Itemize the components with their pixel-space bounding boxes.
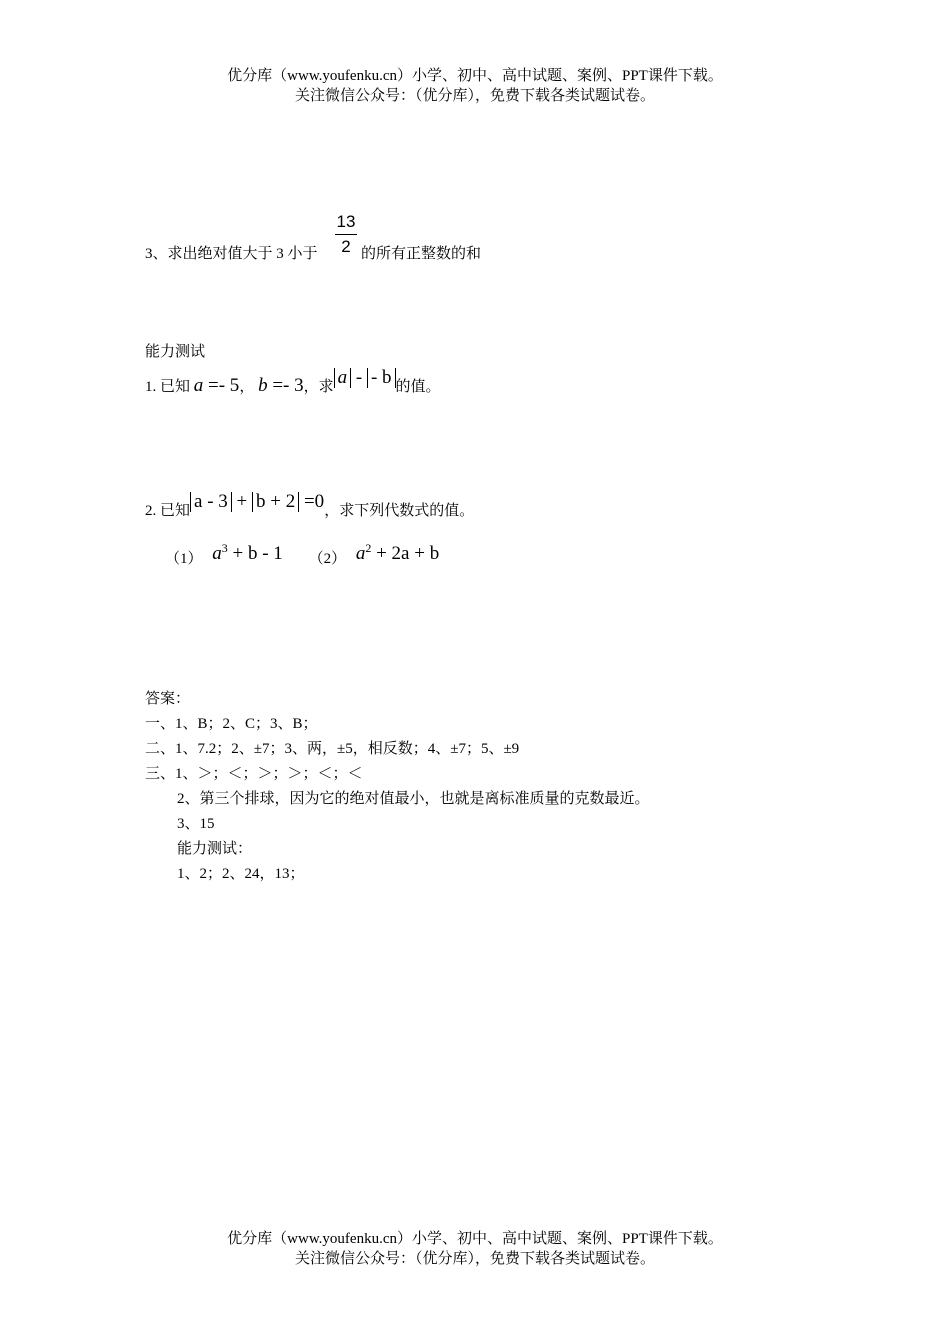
page-footer <box>0 1229 950 1269</box>
answers-line-6: 能力测试： <box>177 841 253 857</box>
question-3-prefix: 3、求出绝对值大于 3 小于 <box>145 246 318 262</box>
question-3-suffix-line <box>361 244 481 264</box>
answers-line-7: 1、2；2、24，13； <box>177 866 305 882</box>
aq1-expression <box>334 367 396 388</box>
question-3-suffix: 的所有正整数的和 <box>361 246 482 262</box>
aq1-var-a: a <box>193 375 204 396</box>
header-line-2: 关注微信公众号：（优分库），免费下载各类试题试卷。 <box>294 88 655 104</box>
aq2-part1-expression <box>212 543 283 564</box>
aq1-suffix: 的值。 <box>395 379 441 395</box>
aq2-part2-base: a <box>355 543 366 564</box>
aq2-part2-expression <box>356 543 439 564</box>
answers-title: 答案： <box>145 691 191 707</box>
answers-line-4: 2、第三个排球，因为它的绝对值最小，也就是离标准质量的克数最近。 <box>177 791 650 807</box>
fraction-denominator: 2 <box>341 237 351 256</box>
aq2-suffix: ，求下列代数式的值。 <box>324 503 475 519</box>
aq1-abs-minus-b <box>367 368 396 388</box>
fraction-numerator: 13 <box>336 212 356 231</box>
aq2-abs-1 <box>190 492 232 512</box>
aq1-minus: - <box>351 367 367 388</box>
aq1-comma: ， <box>239 379 255 395</box>
footer-line-1: 优分库（www.youfenku.cn）小学、初中、高中试题、案例、PPT课件下载。 <box>227 1231 723 1247</box>
ability-question-1 <box>145 367 441 400</box>
answers-line-1: 一、1、B；2、C；3、B； <box>145 716 318 732</box>
aq2-abs-1-text: a - 3 <box>194 491 228 512</box>
aq1-a-value: =- 5 <box>203 375 240 396</box>
aq1-abs-a: a <box>334 368 352 388</box>
aq1-var-b: b <box>258 375 268 396</box>
aq2-part2-label: （2） <box>308 551 347 567</box>
answers-line-5: 3、15 <box>177 816 215 832</box>
footer-line-2: 关注微信公众号：（优分库），免费下载各类试题试卷。 <box>294 1251 655 1267</box>
page-header <box>0 66 950 106</box>
fraction-bar <box>335 234 357 235</box>
aq2-part1-rest: + b - 1 <box>227 543 283 564</box>
answers-line-2: 二、1、7.2；2、±7；3、两，±5，相反数；4、±7；5、±9 <box>145 741 520 757</box>
question-3 <box>145 244 318 264</box>
aq2-abs-2-text: b + 2 <box>256 491 296 512</box>
aq1-prefix: 1. 已知 <box>145 379 191 395</box>
ability-question-2 <box>145 491 475 524</box>
ability-question-2-parts <box>165 541 440 572</box>
aq2-abs-2 <box>252 492 299 512</box>
aq1-abs-minus-b-text: - b <box>370 367 392 388</box>
header-line-1: 优分库（www.youfenku.cn）小学、初中、高中试题、案例、PPT课件下载。 <box>227 68 723 84</box>
aq2-equation <box>190 491 324 512</box>
aq2-equals-zero: =0 <box>299 491 325 512</box>
aq2-part1-label: （1） <box>165 551 203 567</box>
aq2-part2-rest: + 2a + b <box>371 543 440 564</box>
aq2-part1-base: a <box>212 543 222 564</box>
ability-test-title: 能力测试 <box>145 344 206 360</box>
aq2-part1-exponent: 3 <box>221 541 228 555</box>
fraction-13-over-2 <box>335 212 357 257</box>
aq2-part2-exponent: 2 <box>365 541 372 555</box>
aq2-plus: + <box>231 491 252 512</box>
aq2-prefix: 2. 已知 <box>145 503 191 519</box>
aq1-ask: ，求 <box>303 379 334 395</box>
answers-line-3: 三、1、＞；＜；＞；＞；＜；＜ <box>145 766 363 782</box>
aq1-b-value: =- 3 <box>267 375 304 396</box>
